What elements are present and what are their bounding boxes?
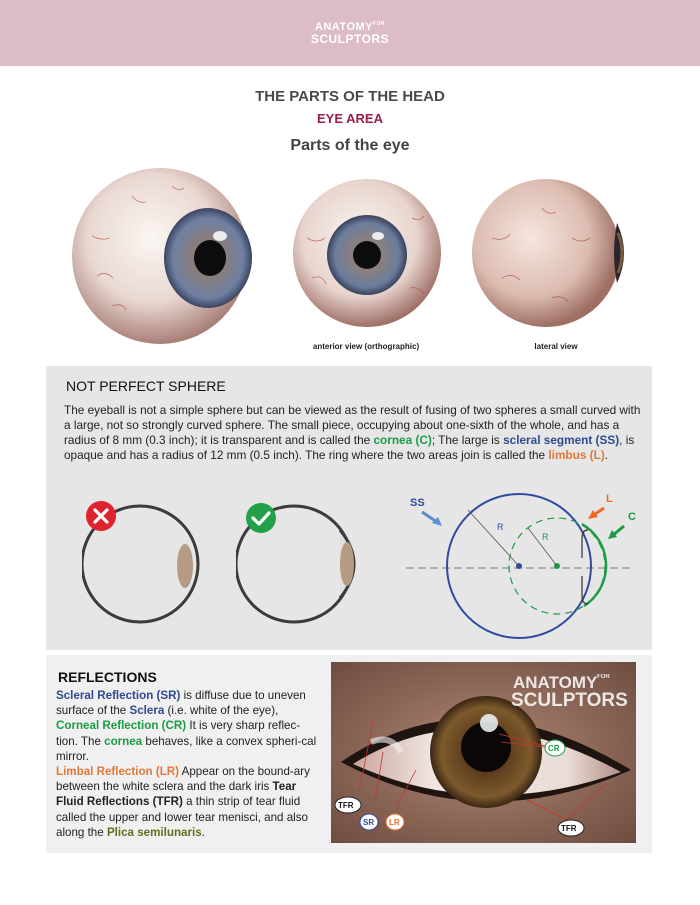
period: . bbox=[201, 825, 205, 839]
tfr-term: Tear Fluid Reflections (TFR) bbox=[56, 780, 297, 809]
tfr-label: TFR bbox=[338, 801, 354, 810]
ss-label: SS bbox=[410, 497, 425, 509]
sphere-text-part: . bbox=[604, 448, 609, 462]
limbus-label: L bbox=[606, 493, 613, 505]
two-spheres-diagram bbox=[402, 486, 642, 646]
eye-closeup-photo bbox=[331, 662, 636, 843]
photo-label-tfr-left bbox=[335, 797, 361, 813]
sphere-text-part: The eyeball is not a simple sphere but can be viewed as the result of fusing of two spheres a small curved with a large, not so strongly curved sphere. The small piece, occupying about one-sixth of the whole, and has a radius of 8 mm (0.3 inch); it is transparent and is called the bbox=[64, 403, 641, 447]
photo-watermark-for: FOR bbox=[597, 674, 610, 680]
correct-sphere-diagram bbox=[236, 500, 366, 630]
reflections-text bbox=[56, 688, 320, 840]
eyeball-render-anterior bbox=[292, 178, 442, 328]
tfr-label: TFR bbox=[561, 824, 577, 833]
section-title: Parts of the eye bbox=[290, 137, 410, 154]
sr-text: is diffuse due to uneven surface of the bbox=[56, 689, 306, 718]
lr-label: LR bbox=[389, 818, 400, 827]
wrong-cross-icon bbox=[86, 501, 116, 531]
sclera-term: Sclera bbox=[129, 704, 165, 718]
cornea-radius-label: R bbox=[542, 532, 549, 542]
tfr-text: a thin strip of tear fluid called the upper and lower tear menisci, and also along the bbox=[56, 795, 308, 839]
sphere-panel-text bbox=[64, 403, 642, 463]
check-icon bbox=[246, 503, 276, 533]
photo-label-tfr-right bbox=[558, 820, 584, 836]
cornea-term: cornea bbox=[104, 734, 143, 748]
anterior-view-caption: anterior view (orthographic) bbox=[312, 342, 420, 351]
eyeball-render-lateral bbox=[472, 178, 632, 328]
photo-label-sr bbox=[360, 814, 378, 830]
page-subtitle: EYE AREA bbox=[317, 111, 383, 126]
sphere-panel-title: NOT PERFECT SPHERE bbox=[66, 378, 226, 394]
lr-term: Limbal Reflection (LR) bbox=[56, 765, 180, 779]
header-banner bbox=[0, 0, 700, 66]
logo-line1: ANATOMY bbox=[314, 21, 374, 33]
sclera-radius-label: R bbox=[497, 522, 504, 532]
photo-watermark-line1: ANATOMY bbox=[513, 673, 598, 692]
photo-watermark-line2: SCULPTORS bbox=[511, 690, 628, 711]
sphere-text-part: , is opaque and has a radius of 12 mm (0.5 inch). The ring where the two areas join is called the bbox=[64, 433, 635, 462]
plica-term: Plica semilunaris bbox=[106, 825, 202, 839]
lr-text: Appear on the bound-ary between the white sclera and the dark iris bbox=[56, 765, 310, 794]
photo-label-cr bbox=[545, 740, 565, 756]
sr-text: (i.e. white of the eye), bbox=[164, 704, 279, 718]
cr-text: It is very sharp reflec-tion. The bbox=[56, 719, 301, 748]
page-title: THE PARTS OF THE HEAD bbox=[255, 88, 445, 105]
lateral-view-caption: lateral view bbox=[534, 342, 578, 351]
cr-label: CR bbox=[548, 744, 560, 753]
logo-for: FOR bbox=[373, 21, 386, 27]
eyeball-render-perspective bbox=[72, 166, 252, 346]
photo-label-lr bbox=[386, 814, 404, 830]
wrong-sphere-diagram bbox=[82, 500, 202, 630]
reflections-title: REFLECTIONS bbox=[58, 669, 157, 685]
logo-line2: SCULPTORS bbox=[310, 32, 390, 46]
cr-text: behaves, like a convex spheri-cal mirror. bbox=[56, 734, 317, 763]
cornea-term: cornea (C) bbox=[373, 433, 432, 447]
cornea-label: C bbox=[628, 511, 636, 523]
sphere-text-part: ; The large is bbox=[431, 433, 504, 447]
limbus-term: limbus (L) bbox=[548, 448, 605, 462]
scleral-segment-term: scleral segment (SS) bbox=[503, 433, 620, 447]
sr-term: Scleral Reflection (SR) bbox=[56, 689, 181, 702]
sr-label: SR bbox=[363, 818, 375, 827]
not-perfect-sphere-panel bbox=[46, 366, 652, 650]
cr-term: Corneal Reflection (CR) bbox=[56, 719, 187, 733]
